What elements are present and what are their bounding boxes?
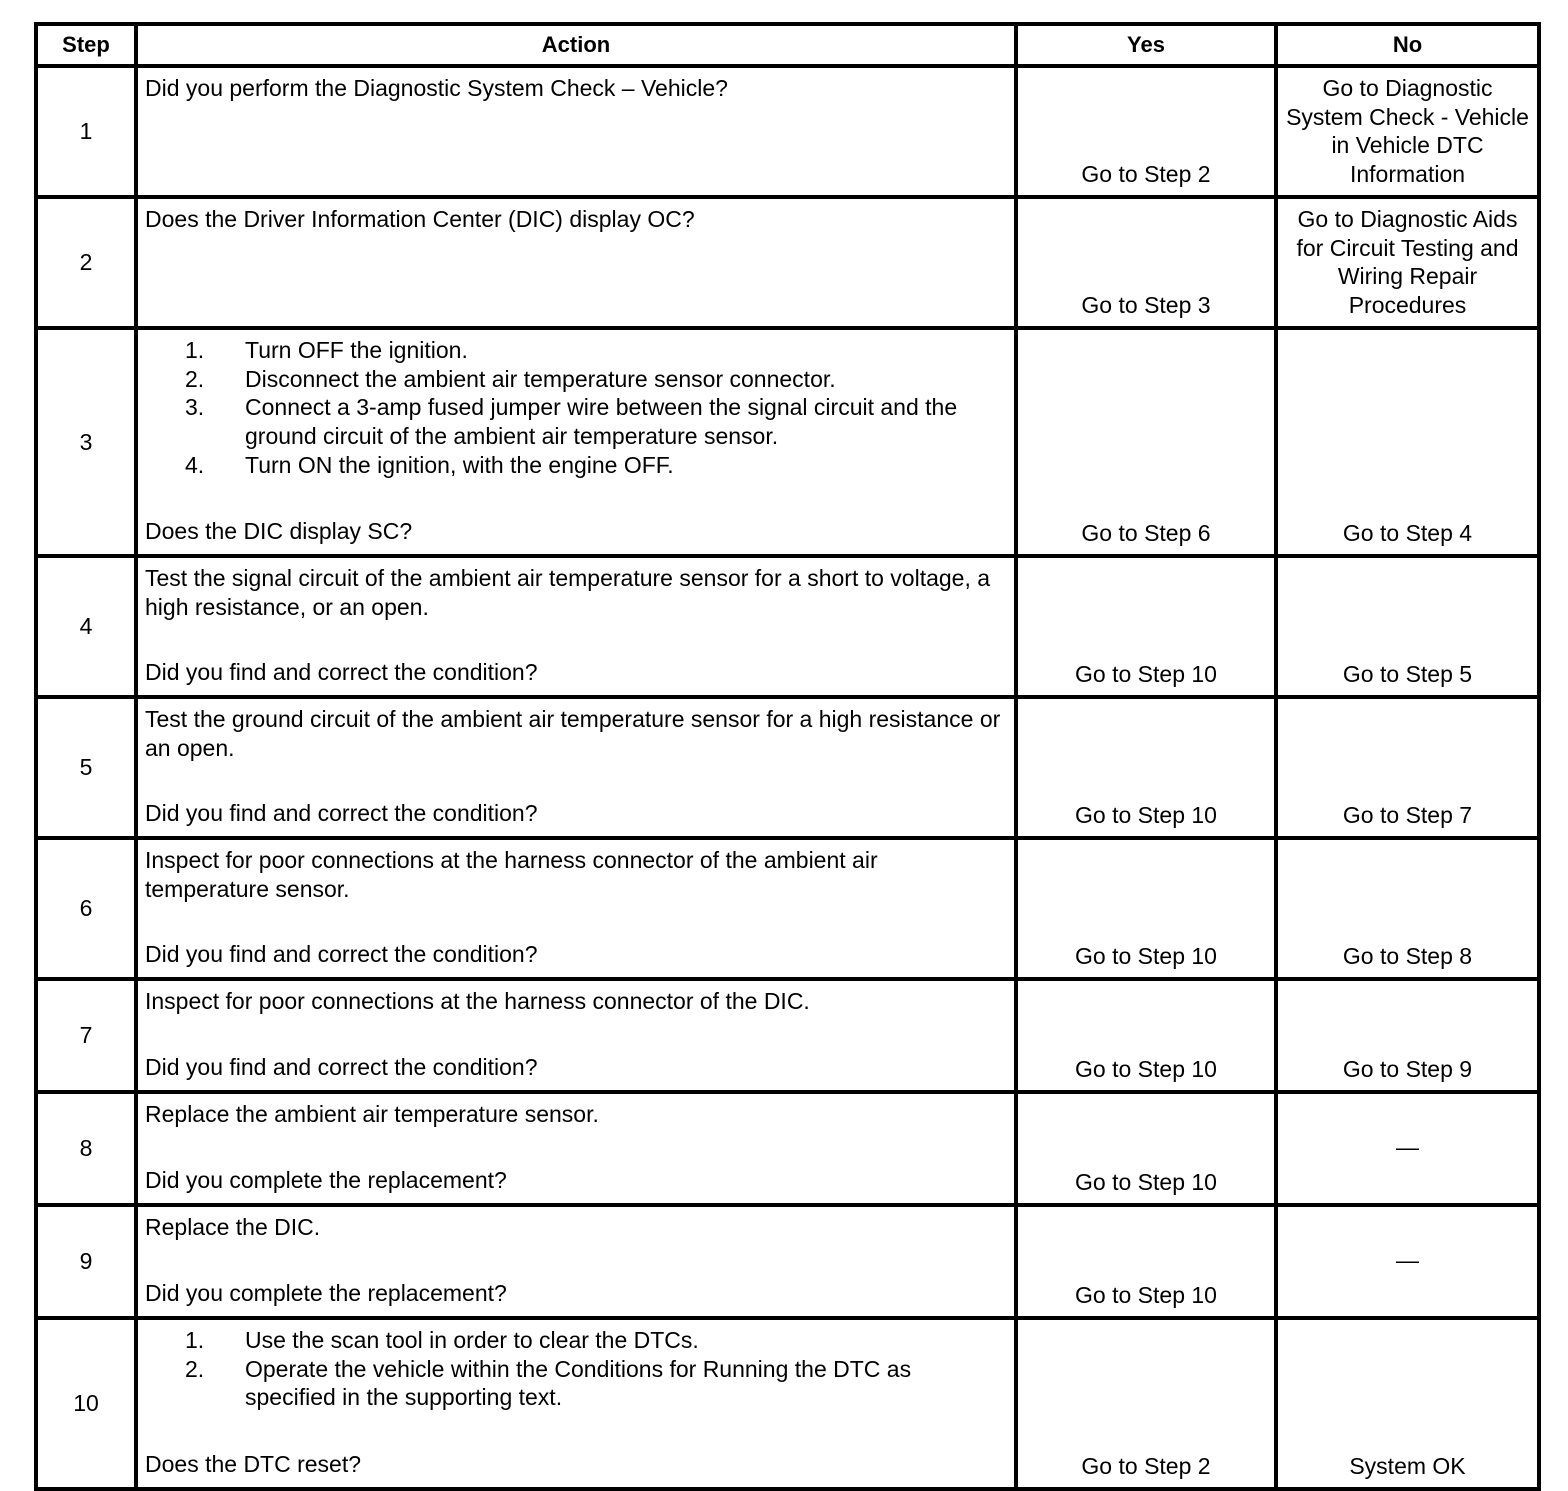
step-number: 4	[36, 556, 136, 697]
no-result: Go to Diagnostic System Check - Vehicle in Vehicle DTC Information	[1276, 66, 1539, 197]
action-question: Did you find and correct the condition?	[145, 659, 538, 686]
step-number: 1	[36, 66, 136, 197]
no-result: Go to Step 7	[1276, 697, 1539, 838]
step-number: 10	[36, 1318, 136, 1489]
header-no: No	[1276, 24, 1539, 66]
action-question: Did you complete the replacement?	[145, 1167, 507, 1194]
substep-number: 3.	[185, 394, 205, 421]
yes-result: Go to Step 10	[1016, 556, 1276, 697]
action-cell	[136, 1205, 1016, 1318]
action-cell	[136, 838, 1016, 979]
yes-result: Go to Step 3	[1016, 197, 1276, 328]
list-item	[145, 1326, 1006, 1355]
action-cell	[136, 328, 1016, 556]
action-cell	[136, 197, 1016, 328]
table-row	[36, 1318, 1539, 1489]
header-step: Step	[36, 24, 136, 66]
list-item	[145, 451, 1006, 480]
yes-result: Go to Step 6	[1016, 328, 1276, 556]
action-text: Test the signal circuit of the ambient air temperature sensor for a short to voltage, a high resistance, or an open.	[145, 565, 991, 620]
no-result: System OK	[1276, 1318, 1539, 1489]
table-row	[36, 556, 1539, 697]
substep-number: 2.	[185, 365, 205, 392]
action-text: Inspect for poor connections at the harness connector of the ambient air temperature sensor.	[145, 847, 878, 902]
yes-result: Go to Step 2	[1016, 1318, 1276, 1489]
no-result: Go to Step 5	[1276, 556, 1539, 697]
yes-result: Go to Step 10	[1016, 1205, 1276, 1318]
action-cell	[136, 697, 1016, 838]
substep-number: 1.	[185, 1327, 205, 1353]
table-row	[36, 1092, 1539, 1205]
action-question: Did you find and correct the condition?	[145, 800, 538, 827]
substep-number: 2.	[185, 1355, 205, 1382]
no-result: Go to Step 8	[1276, 838, 1539, 979]
substep-text: Use the scan tool in order to clear the DTCs.	[245, 1327, 699, 1353]
action-question: Does the DIC display SC?	[145, 518, 413, 545]
action-question: Did you find and correct the condition?	[145, 1054, 538, 1081]
substep-number: 1.	[185, 337, 205, 363]
list-item	[145, 1355, 1006, 1412]
table-row	[36, 66, 1539, 197]
table-row	[36, 979, 1539, 1092]
action-cell	[136, 556, 1016, 697]
table-row	[36, 838, 1539, 979]
no-result: Go to Step 4	[1276, 328, 1539, 556]
action-text: Replace the ambient air temperature sensor.	[145, 1101, 599, 1127]
substep-text: Connect a 3-amp fused jumper wire between the signal circuit and the ground circuit of the ambient air temperature sensor.	[245, 394, 958, 450]
step-number: 9	[36, 1205, 136, 1318]
yes-result: Go to Step 10	[1016, 979, 1276, 1092]
action-question: Did you find and correct the condition?	[145, 941, 538, 968]
no-result: Go to Step 9	[1276, 979, 1539, 1092]
step-number: 2	[36, 197, 136, 328]
header-action: Action	[136, 24, 1016, 66]
action-question: Did you complete the replacement?	[145, 1280, 507, 1307]
yes-result: Go to Step 2	[1016, 66, 1276, 197]
substep-text: Operate the vehicle within the Conditions for Running the DTC as specified in the supporting text.	[245, 1355, 912, 1411]
list-item	[145, 336, 1006, 365]
list-item	[145, 393, 1006, 450]
action-text: Did you perform the Diagnostic System Check – Vehicle?	[145, 75, 728, 101]
header-yes: Yes	[1016, 24, 1276, 66]
table-row	[36, 328, 1539, 556]
substep-number: 4.	[185, 451, 205, 478]
action-text: Inspect for poor connections at the harness connector of the DIC.	[145, 988, 810, 1014]
substep-text: Disconnect the ambient air temperature sensor connector.	[245, 365, 836, 392]
action-cell	[136, 979, 1016, 1092]
table-row	[36, 697, 1539, 838]
action-cell	[136, 66, 1016, 197]
action-substeps	[145, 336, 1006, 480]
action-text: Does the Driver Information Center (DIC) display OC?	[145, 206, 695, 232]
step-number: 5	[36, 697, 136, 838]
step-number: 6	[36, 838, 136, 979]
table-row	[36, 197, 1539, 328]
action-question: Does the DTC reset?	[145, 1451, 362, 1478]
header-row	[36, 24, 1539, 66]
step-number: 7	[36, 979, 136, 1092]
action-substeps	[145, 1326, 1006, 1412]
action-cell	[136, 1092, 1016, 1205]
no-result: —	[1276, 1205, 1539, 1318]
no-result: —	[1276, 1092, 1539, 1205]
no-result: Go to Diagnostic Aids for Circuit Testing and Wiring Repair Procedures	[1276, 197, 1539, 328]
yes-result: Go to Step 10	[1016, 697, 1276, 838]
yes-result: Go to Step 10	[1016, 1092, 1276, 1205]
diagnostic-table	[34, 22, 1541, 1491]
list-item	[145, 365, 1006, 394]
substep-text: Turn ON the ignition, with the engine OFF.	[245, 451, 674, 478]
action-text: Replace the DIC.	[145, 1214, 321, 1240]
action-cell	[136, 1318, 1016, 1489]
action-text: Test the ground circuit of the ambient air temperature sensor for a high resistance or an open.	[145, 706, 1001, 761]
yes-result: Go to Step 10	[1016, 838, 1276, 979]
substep-text: Turn OFF the ignition.	[245, 337, 468, 363]
step-number: 8	[36, 1092, 136, 1205]
table-row	[36, 1205, 1539, 1318]
step-number: 3	[36, 328, 136, 556]
